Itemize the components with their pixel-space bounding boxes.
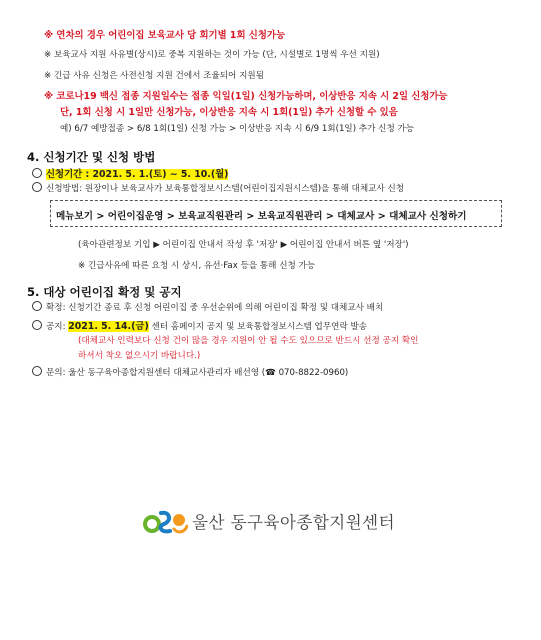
note-text: 연차의 경우 어린이집 보육교사 당 회기별 1회 신청가능 bbox=[56, 30, 286, 41]
circle-bullet-icon bbox=[32, 366, 42, 376]
method-sub-emergency bbox=[78, 259, 315, 271]
note-emergency bbox=[44, 69, 264, 81]
method-text: 신청방법: 원장이나 보육교사가 보육통합정보시스템(어린이집지원시스템)을 통해 대체교사 신청 bbox=[46, 184, 405, 194]
note-mark: ※ bbox=[44, 91, 54, 102]
note-text: 코로나19 백신 접종 지원일수는 접종 익일(1일) 신청가능하며, 이상반응 지속 시 2일 신청가능 bbox=[56, 91, 448, 102]
notice-date: 2021. 5. 14.(금) bbox=[68, 321, 149, 332]
application-period bbox=[32, 166, 228, 180]
note-vaccine-example: 예) 6/7 예방접종 > 6/8 1회(1일) 신청 가능 > 이상반응 지속 시 6/9 1회(1일) 추가 신청 가능 bbox=[60, 124, 415, 134]
notice-label: 공지: bbox=[46, 322, 69, 332]
menu-path: 메뉴보기 > 어린이집운영 > 보육교직원관리 > 보육교직원관리 > 대체교사 > 대체교사 신청하기 bbox=[56, 211, 467, 222]
circle-bullet-icon bbox=[32, 301, 42, 311]
circle-bullet-icon bbox=[32, 168, 42, 178]
application-method bbox=[32, 182, 404, 194]
menu-path-box bbox=[50, 200, 502, 227]
section4-heading: 4. 신청기간 및 신청 방법 bbox=[27, 150, 156, 164]
contact-line bbox=[32, 366, 348, 378]
method-sub-steps: (육아관련정보 기입 ▶ 어린이집 안내서 작성 후 '저장' ▶ 어린이집 안내서 버튼 옆 '저장') bbox=[78, 240, 409, 250]
org-name: 울산 동구육아종합지원센터 bbox=[192, 513, 396, 532]
note-vaccine-line2: 단, 1회 신청 시 1일만 신청가능, 이상반응 지속 시 1회(1일) 추가 신청할 수 있음 bbox=[60, 107, 398, 118]
circle-bullet-icon bbox=[32, 320, 42, 330]
notice-line bbox=[32, 318, 367, 332]
notice-rest: 센터 홈페이지 공지 및 보육통합정보시스템 업무연락 발송 bbox=[148, 322, 368, 332]
note-text: 긴급사유에 따른 요청 시 상시, 유선·Fax 등을 통해 신청 가능 bbox=[87, 261, 316, 271]
note-mark: ※ bbox=[44, 71, 52, 81]
note-mark: ※ bbox=[78, 261, 86, 271]
note-text: 긴급 사유 신청은 사전신청 지원 건에서 조율되어 지원됨 bbox=[53, 71, 264, 81]
contact-text: 문의: 울산 동구육아종합지원센터 대체교사관리자 배선영 (☎ 070-8822-0960) bbox=[46, 368, 349, 378]
note-vaccine-line1 bbox=[44, 88, 448, 102]
circle-bullet-icon bbox=[32, 182, 42, 192]
confirm-text: 확정: 신청기간 종료 후 신청 어린이집 중 우선순위에 의해 어린이집 확정 및 대체교사 배치 bbox=[46, 303, 384, 313]
note-text: 보육교사 지원 사유별(상시)로 중복 지원하는 것이 가능 (단, 시설별로 1명씩 우선 지원) bbox=[53, 50, 380, 60]
period-label: 신청기간 : 2021. 5. 1.(토) ~ 5. 10.(월) bbox=[46, 169, 229, 180]
note-mark: ※ bbox=[44, 50, 52, 60]
center-logo-icon bbox=[142, 507, 188, 535]
confirm-line bbox=[32, 301, 383, 313]
note-vacation bbox=[44, 27, 285, 41]
notice-warning-line2: 하셔서 착오 없으시기 바랍니다.) bbox=[78, 351, 201, 361]
note-duplicate-support bbox=[44, 48, 380, 60]
note-mark: ※ bbox=[44, 30, 54, 41]
notice-warning-line1: (대체교사 인력보다 신청 건이 많을 경우 지원이 안 될 수도 있으므로 반드시 선정 공지 확인 bbox=[78, 336, 419, 346]
section5-heading: 5. 대상 어린이집 확정 및 공지 bbox=[27, 285, 182, 299]
